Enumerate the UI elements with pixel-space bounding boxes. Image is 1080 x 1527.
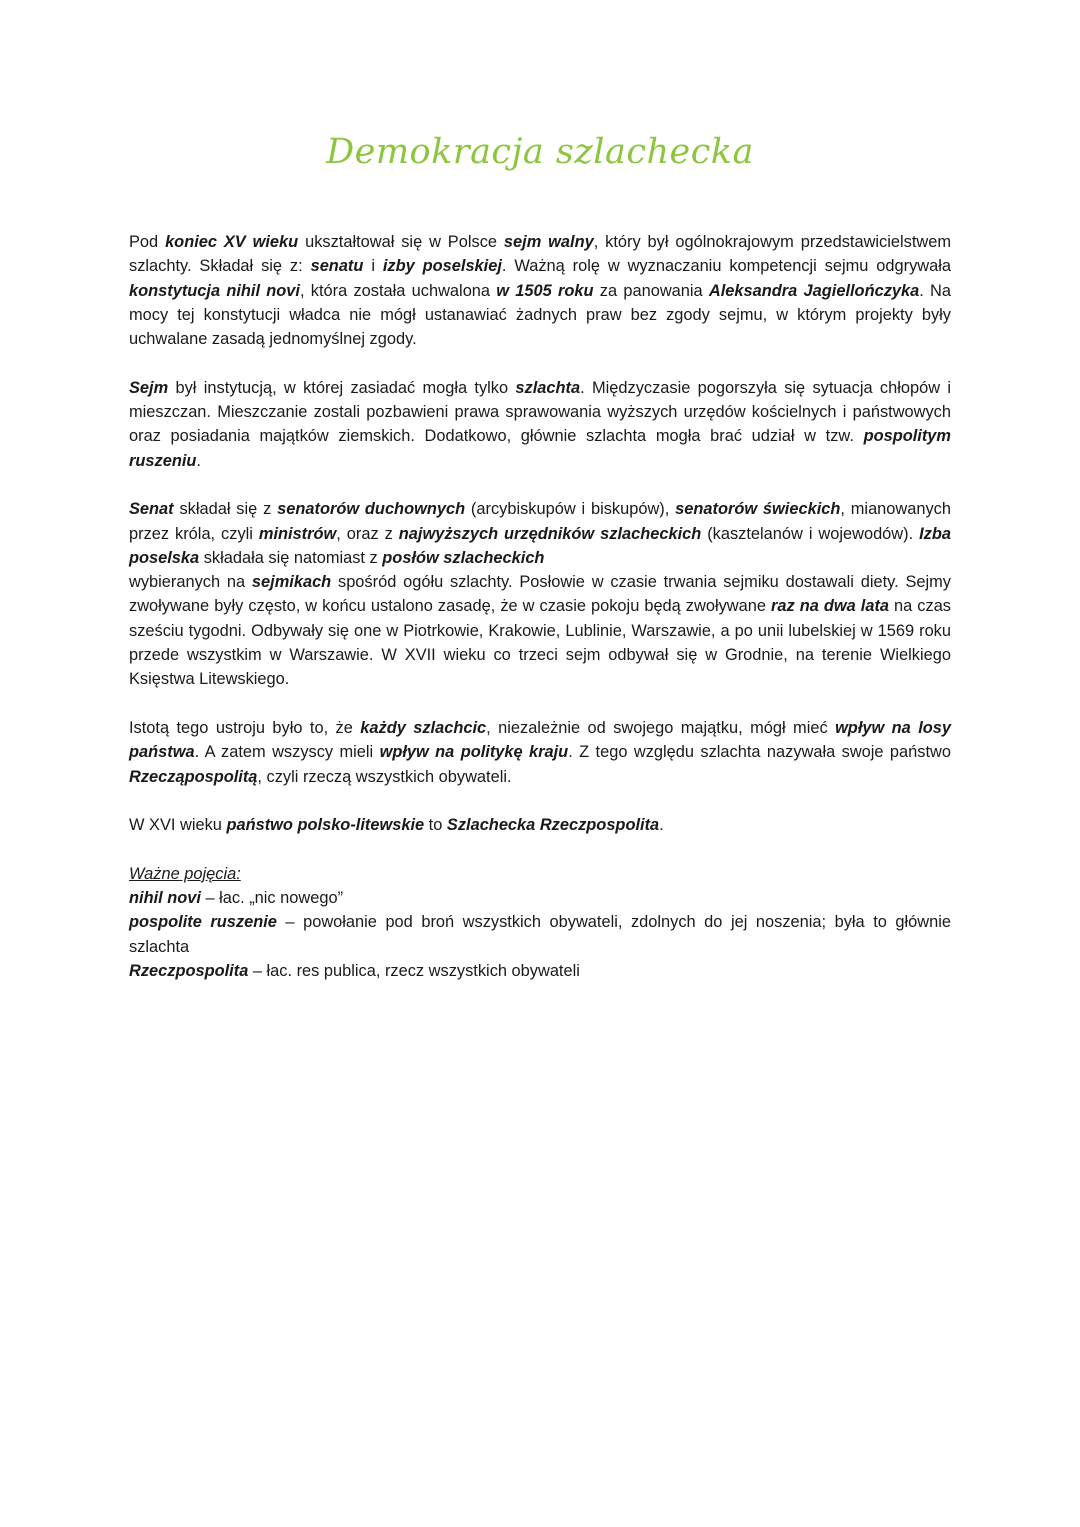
- text-segment: składała się natomiast z: [199, 548, 383, 567]
- emphasis-text: Sejm: [129, 378, 169, 397]
- emphasis-text: wpływ na politykę kraju: [379, 743, 569, 762]
- emphasis-text: państwo polsko-litewskie: [226, 816, 425, 835]
- text-segment: spośród ogółu szlachty. Posłowie w czasie trwania sejmiku dostawali diety. Sejmy zwoływane były często, w końcu ustalono zasadę, że w czasie pokoju będą zwoływane: [129, 573, 951, 616]
- paragraph: [129, 497, 951, 691]
- emphasis-text: Rzecząpospolitą: [129, 767, 258, 786]
- text-segment: na czas sześciu tygodni. Odbywały się one w Piotrkowie, Krakowie, Lublinie, Warszawie, a po unii lubelskiej w 1569 roku przede wszystkim w Warszawie. W XVII wieku co trzeci sejm odbywał się w Grodnie, na terenie Wielkiego Księstwa Litewskiego.: [129, 597, 952, 689]
- term-item: [129, 959, 951, 983]
- text-segment: wybieranych na: [129, 573, 252, 592]
- term-name: pospolite ruszenie: [129, 913, 277, 932]
- emphasis-text: posłów szlacheckich: [382, 548, 545, 567]
- terms-heading: Ważne pojęcia:: [129, 864, 241, 883]
- document-body: [129, 230, 951, 983]
- emphasis-text: pospolitym ruszeniu: [129, 427, 951, 470]
- emphasis-text: senatorów duchownych: [277, 500, 466, 519]
- emphasis-text: Aleksandra Jagiellończyka: [708, 281, 920, 300]
- term-item: [129, 886, 951, 910]
- text-segment: Istotą tego ustroju było to, że: [129, 718, 361, 737]
- emphasis-text: koniec XV wieku: [165, 233, 299, 251]
- emphasis-text: ministrów: [258, 524, 337, 543]
- text-segment: i: [363, 257, 383, 276]
- text-segment: był instytucją, w której zasiadać mogła tylko: [168, 378, 516, 397]
- term-definition: – łac. res publica, rzecz wszystkich obywateli: [248, 961, 580, 980]
- emphasis-text: izby poselskiej: [382, 257, 502, 276]
- text-segment: za panowania: [593, 281, 709, 300]
- emphasis-text: Izba poselska: [129, 524, 951, 567]
- text-segment: składał się z: [173, 500, 278, 519]
- emphasis-text: wpływ na losy państwa: [129, 718, 951, 762]
- text-segment: . Międzyczasie pogorszyła się sytuacja chłopów i mieszczan. Mieszczanie zostali pozbawieni prawa sprawowania wyższych urzędów kościelnych i państwowych oraz posiadania majątków ziemskich. Dodatkowo, głównie szlachta mogła brać udział w tzw.: [129, 378, 951, 446]
- text-segment: . Na mocy tej konstytucji władca nie mógł ustanawiać żadnych praw bez zgody sejmu, w którym projekty były uchwalane zasadą jednomyślnej zgody.: [129, 281, 951, 349]
- text-segment: . Ważną rolę w wyznaczaniu kompetencji sejmu odgrywała: [501, 257, 952, 276]
- paragraph: [129, 230, 951, 351]
- text-segment: to: [424, 816, 447, 835]
- page-title: Demokracja szlachecka: [326, 132, 754, 172]
- text-segment: , który był ogólnokrajowym przedstawicielstwem szlachty. Składał się z:: [129, 233, 952, 276]
- emphasis-text: Senat: [129, 500, 174, 519]
- emphasis-text: Szlachecka Rzeczpospolita: [446, 816, 660, 835]
- term-name: Rzeczpospolita: [129, 961, 249, 980]
- emphasis-text: konstytucja nihil novi: [129, 281, 300, 300]
- text-segment: ukształtował się w Polsce: [298, 233, 504, 251]
- term-definition: – powołanie pod broń wszystkich obywateli, zdolnych do jej noszenia; była to głównie szlachta: [129, 913, 951, 956]
- emphasis-text: senatu: [310, 257, 364, 276]
- text-segment: .: [196, 451, 201, 470]
- emphasis-text: każdy szlachcic: [360, 718, 487, 737]
- text-segment: . A zatem wszyscy mieli: [194, 743, 380, 762]
- emphasis-text: sejm walny: [503, 233, 594, 251]
- term-definition: – łac. „nic nowego”: [200, 889, 344, 908]
- terms-section: [129, 862, 951, 983]
- term-item: [129, 910, 951, 959]
- emphasis-text: najwyższych urzędników szlacheckich: [398, 524, 702, 543]
- text-segment: Pod: [129, 233, 166, 251]
- text-segment: (kasztelanów i wojewodów).: [701, 524, 920, 543]
- emphasis-text: w 1505 roku: [496, 281, 594, 300]
- emphasis-text: senatorów świeckich: [675, 500, 841, 519]
- emphasis-text: sejmikach: [251, 573, 332, 592]
- text-segment: , która została uchwalona: [299, 281, 497, 300]
- text-segment: . Z tego względu szlachta nazywała swoje państwo: [568, 743, 951, 762]
- text-segment: , mianowanych przez króla, czyli: [129, 500, 951, 543]
- paragraph: [129, 376, 951, 473]
- paragraph: [129, 716, 951, 789]
- text-segment: W XVI wieku: [129, 816, 227, 835]
- term-name: nihil novi: [129, 889, 201, 908]
- text-segment: , oraz z: [336, 524, 399, 543]
- emphasis-text: raz na dwa lata: [771, 597, 890, 616]
- emphasis-text: szlachta: [515, 378, 581, 397]
- paragraph: [129, 813, 951, 837]
- text-segment: .: [659, 816, 664, 835]
- text-segment: , niezależnie od swojego majątku, mógł mieć: [486, 718, 836, 737]
- text-segment: , czyli rzeczą wszystkich obywateli.: [257, 767, 512, 786]
- text-segment: (arcybiskupów i biskupów),: [465, 500, 676, 519]
